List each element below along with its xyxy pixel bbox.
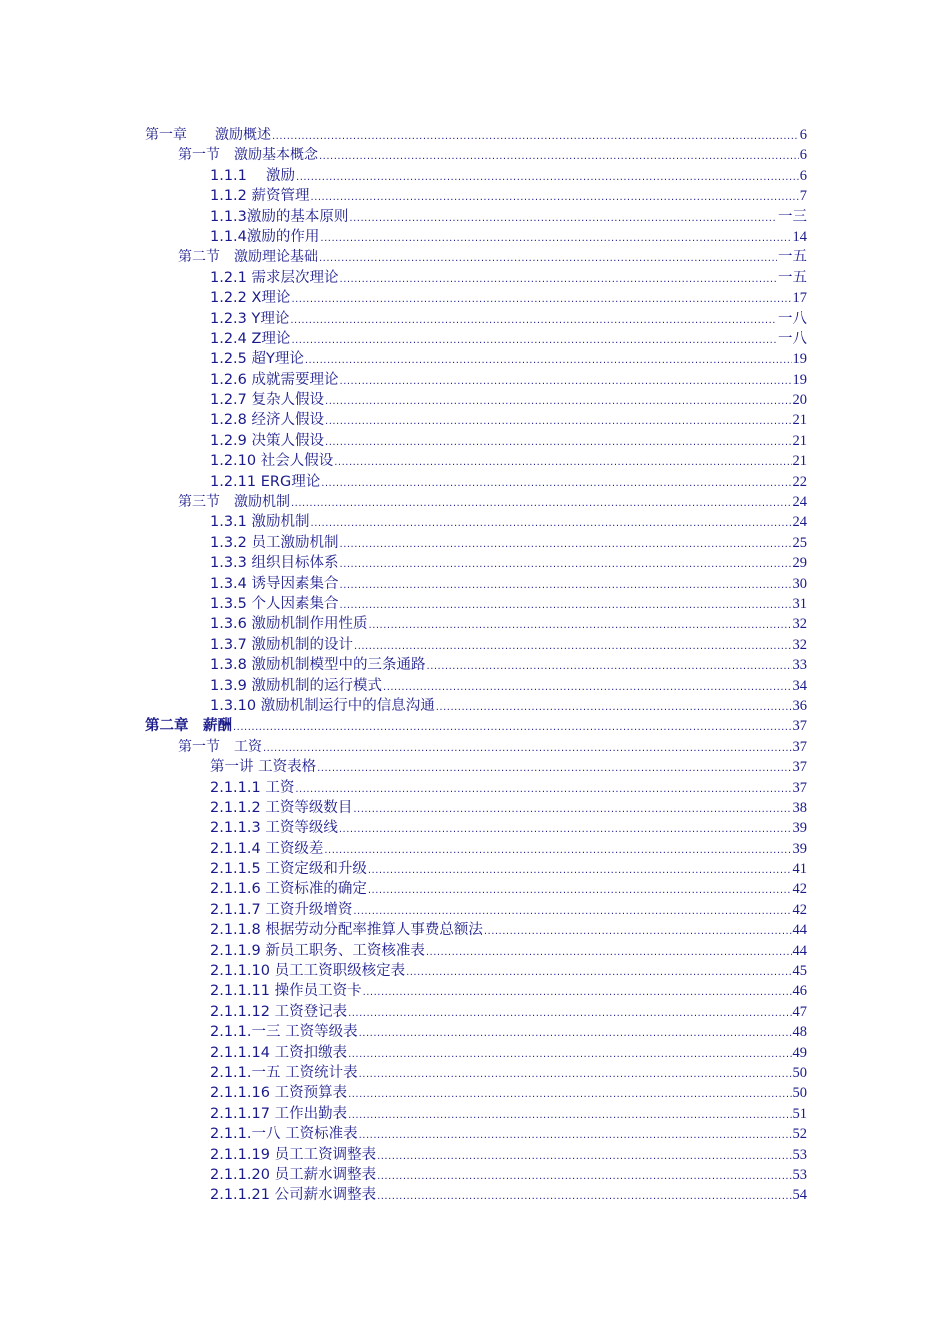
toc-entry-6[interactable] [145, 247, 807, 267]
toc-leader-dots [359, 1065, 792, 1085]
toc-leader-dots [321, 474, 791, 494]
toc-entry-label: 2.1.1.3 工资等级线 [210, 820, 338, 837]
toc-page-number: 42 [792, 901, 807, 918]
toc-entry-label: 2.1.1.11 操作员工资卡 [210, 983, 362, 1000]
toc-entry-label: 第一讲 工资表格 [210, 759, 317, 776]
toc-entry-20[interactable] [145, 533, 807, 553]
toc-entry-label: 1.1.4激励的作用 [210, 228, 320, 245]
toc-leader-dots [368, 861, 792, 881]
toc-entry-51[interactable] [145, 1165, 807, 1185]
toc-entry-24[interactable] [145, 614, 807, 634]
toc-leader-dots [377, 1147, 791, 1167]
toc-entry-label: 1.3.9 激励机制的运行模式 [210, 677, 383, 694]
toc-leader-dots [320, 229, 791, 249]
toc-entry-label: 1.3.8 激励机制模型中的三条通路 [210, 657, 426, 674]
toc-entry-label: 1.2.11 ERG理论 [210, 473, 321, 490]
toc-page-number: 39 [792, 840, 807, 857]
toc-entry-11[interactable] [145, 349, 807, 369]
toc-page-number: 37 [792, 759, 807, 776]
toc-entry-23[interactable] [145, 594, 807, 614]
toc-entry-31[interactable] [145, 757, 807, 777]
toc-page-number: 7 [799, 188, 807, 205]
toc-entry-label: 1.3.5 个人因素集合 [210, 595, 339, 612]
toc-leader-dots [353, 800, 791, 820]
toc-page-number: 33 [792, 657, 807, 674]
toc-entry-label: 第三节 激励机制 [178, 494, 290, 511]
toc-entry-label: 2.1.1.1 工资 [210, 779, 295, 796]
toc-leader-dots [340, 372, 792, 392]
toc-leader-dots [311, 188, 799, 208]
toc-page-number: 25 [792, 534, 807, 551]
toc-entry-26[interactable] [145, 655, 807, 675]
toc-page-number: 50 [792, 1064, 807, 1081]
toc-leader-dots [325, 412, 791, 432]
toc-leader-dots [325, 392, 791, 412]
toc-entry-19[interactable] [145, 512, 807, 532]
toc-entry-33[interactable] [145, 798, 807, 818]
toc-entry-40[interactable] [145, 941, 807, 961]
toc-entry-label: 1.3.1 激励机制 [210, 514, 310, 531]
toc-page-number: 14 [792, 228, 807, 245]
toc-entry-label: 第二节 激励理论基础 [178, 249, 318, 266]
toc-entry-label: 2.1.1.14 工资扣缴表 [210, 1044, 348, 1061]
toc-page-number: 50 [792, 1085, 807, 1102]
toc-leader-dots [290, 311, 777, 331]
toc-entry-label: 1.1.2 薪资管理 [210, 188, 310, 205]
toc-entry-42[interactable] [145, 981, 807, 1001]
toc-leader-dots [311, 514, 792, 534]
toc-page-number: 44 [792, 942, 807, 959]
toc-entry-15[interactable] [145, 431, 807, 451]
toc-entry-27[interactable] [145, 676, 807, 696]
toc-entry-7[interactable] [145, 268, 807, 288]
toc-entry-29[interactable] [145, 716, 807, 736]
toc-leader-dots [354, 637, 791, 657]
toc-leader-dots [349, 209, 777, 229]
toc-entry-label: 1.2.3 Y理论 [210, 310, 290, 327]
toc-entry-2[interactable] [145, 166, 807, 186]
toc-page-number: 21 [792, 432, 807, 449]
toc-entry-label: 2.1.1.一三 工资等级表 [210, 1024, 358, 1041]
toc-page-number: 一八 [778, 330, 807, 347]
toc-entry-50[interactable] [145, 1145, 807, 1165]
toc-entry-label: 第二章 薪酬 [145, 718, 232, 735]
toc-entry-4[interactable] [145, 207, 807, 227]
toc-leader-dots [340, 596, 792, 616]
toc-page-number: 34 [792, 677, 807, 694]
toc-page-number: 21 [792, 453, 807, 470]
toc-entry-label: 1.2.2 X理论 [210, 290, 291, 307]
toc-entry-label: 2.1.1.6 工资标准的确定 [210, 881, 367, 898]
toc-page-number: 46 [792, 983, 807, 1000]
toc-entry-8[interactable] [145, 288, 807, 308]
toc-page-number: 19 [792, 351, 807, 368]
toc-leader-dots [325, 433, 791, 453]
toc-leader-dots [324, 841, 791, 861]
toc-entry-label: 2.1.1.5 工资定级和升级 [210, 861, 367, 878]
toc-page-number: 39 [792, 820, 807, 837]
toc-entry-label: 2.1.1.16 工资预算表 [210, 1085, 348, 1102]
toc-entry-21[interactable] [145, 553, 807, 573]
toc-page-number: 31 [792, 595, 807, 612]
toc-leader-dots [383, 678, 791, 698]
toc-entry-49[interactable] [145, 1124, 807, 1144]
toc-entry-30[interactable] [145, 737, 807, 757]
toc-page-number: 17 [792, 290, 807, 307]
toc-entry-label: 1.2.9 决策人假设 [210, 432, 325, 449]
toc-entry-22[interactable] [145, 574, 807, 594]
toc-leader-dots [484, 922, 792, 942]
toc-entry-label: 2.1.1.一五 工资统计表 [210, 1064, 358, 1081]
toc-leader-dots [377, 1187, 791, 1207]
toc-page-number: 32 [792, 616, 807, 633]
toc-leader-dots [340, 535, 792, 555]
toc-leader-dots [319, 249, 777, 269]
toc-leader-dots [426, 943, 792, 963]
toc-entry-1[interactable] [145, 145, 807, 165]
toc-page-number: 6 [799, 127, 807, 143]
toc-entry-37[interactable] [145, 879, 807, 899]
toc-entry-0[interactable] [145, 125, 807, 145]
toc-entry-17[interactable] [145, 472, 807, 492]
toc-page-number: 41 [792, 861, 807, 878]
toc-page-number: 53 [792, 1146, 807, 1163]
toc-page-number: 20 [792, 392, 807, 409]
toc-leader-dots [296, 168, 799, 188]
toc-leader-dots [348, 1085, 791, 1105]
toc-entry-44[interactable] [145, 1022, 807, 1042]
toc-leader-dots [339, 820, 792, 840]
toc-entry-label: 第一节 激励基本概念 [178, 147, 318, 164]
toc-entry-label: 2.1.1.9 新员工职务、工资核准表 [210, 942, 425, 959]
toc-page-number: 一八 [778, 310, 807, 327]
toc-leader-dots [291, 331, 777, 351]
toc-leader-dots [319, 147, 799, 167]
toc-entry-43[interactable] [145, 1002, 807, 1022]
toc-entry-label: 1.3.3 组织目标体系 [210, 555, 339, 572]
toc-entry-label: 1.2.6 成就需要理论 [210, 371, 339, 388]
toc-entry-45[interactable] [145, 1043, 807, 1063]
toc-leader-dots [406, 963, 791, 983]
toc-entry-12[interactable] [145, 370, 807, 390]
toc-entry-36[interactable] [145, 859, 807, 879]
toc-leader-dots [291, 290, 791, 310]
toc-entry-41[interactable] [145, 961, 807, 981]
toc-leader-dots [291, 494, 792, 514]
toc-entry-9[interactable] [145, 309, 807, 329]
toc-page-number: 22 [792, 473, 807, 490]
toc-leader-dots [348, 1045, 791, 1065]
toc-entry-label: 1.3.6 激励机制作用性质 [210, 616, 368, 633]
toc-entry-5[interactable] [145, 227, 807, 247]
toc-entry-16[interactable] [145, 451, 807, 471]
toc-page-number: 51 [792, 1105, 807, 1122]
toc-leader-dots [359, 1126, 792, 1146]
toc-leader-dots [436, 698, 792, 718]
toc-leader-dots [348, 1106, 791, 1126]
toc-entry-label: 1.3.7 激励机制的设计 [210, 636, 354, 653]
toc-leader-dots [340, 270, 777, 290]
toc-leader-dots [295, 780, 791, 800]
toc-page-number: 38 [792, 799, 807, 816]
toc-entry-label: 第一节 工资 [178, 738, 262, 755]
toc-entry-label: 第一章 激励概述 [145, 127, 271, 143]
toc-entry-label: 1.2.7 复杂人假设 [210, 392, 325, 409]
toc-entry-38[interactable] [145, 900, 807, 920]
toc-entry-label: 2.1.1.一八 工资标准表 [210, 1126, 358, 1143]
toc-leader-dots [317, 759, 791, 779]
toc-leader-dots [427, 657, 792, 677]
toc-entry-label: 2.1.1.12 工资登记表 [210, 1003, 348, 1020]
toc-entry-52[interactable] [145, 1185, 807, 1205]
toc-page-number: 36 [792, 697, 807, 714]
toc-entry-label: 2.1.1.17 工作出勤表 [210, 1105, 348, 1122]
toc-entry-14[interactable] [145, 410, 807, 430]
table-of-contents [145, 125, 807, 1206]
toc-entry-label: 2.1.1.20 员工薪水调整表 [210, 1166, 377, 1183]
toc-leader-dots [368, 881, 792, 901]
toc-entry-46[interactable] [145, 1063, 807, 1083]
toc-entry-47[interactable] [145, 1083, 807, 1103]
toc-page-number: 37 [792, 738, 807, 755]
toc-entry-10[interactable] [145, 329, 807, 349]
toc-page-number: 52 [792, 1126, 807, 1143]
toc-entry-label: 2.1.1.4 工资级差 [210, 840, 324, 857]
toc-page-number: 29 [792, 555, 807, 572]
toc-entry-label: 2.1.1.8 根据劳动分配率推算人事费总额法 [210, 922, 483, 939]
toc-page-number: 21 [792, 412, 807, 429]
toc-page-number: 24 [792, 514, 807, 531]
toc-page-number: 24 [792, 494, 807, 511]
toc-page-number: 37 [792, 779, 807, 796]
toc-page-number: 6 [799, 147, 807, 164]
toc-leader-dots [334, 453, 791, 473]
toc-entry-32[interactable] [145, 778, 807, 798]
toc-entry-label: 1.2.10 社会人假设 [210, 453, 334, 470]
toc-page-number: 44 [792, 922, 807, 939]
toc-entry-label: 2.1.1.19 员工工资调整表 [210, 1146, 377, 1163]
toc-entry-label: 2.1.1.2 工资等级数目 [210, 799, 353, 816]
toc-entry-label: 1.2.4 Z理论 [210, 330, 291, 347]
toc-leader-dots [340, 555, 792, 575]
toc-page-number: 42 [792, 881, 807, 898]
toc-page-number: 一五 [778, 269, 807, 286]
toc-leader-dots [272, 127, 799, 147]
toc-page-number: 6 [799, 167, 807, 184]
toc-entry-label: 1.1.3激励的基本原则 [210, 208, 349, 225]
toc-entry-18[interactable] [145, 492, 807, 512]
toc-entry-label: 2.1.1.10 员工工资职级核定表 [210, 963, 406, 980]
toc-page-number: 54 [792, 1187, 807, 1204]
toc-entry-label: 1.3.2 员工激励机制 [210, 534, 339, 551]
toc-page-number: 53 [792, 1166, 807, 1183]
toc-leader-dots [263, 739, 792, 759]
toc-leader-dots [233, 718, 792, 738]
toc-leader-dots [305, 351, 792, 371]
toc-entry-label: 1.3.4 诱导因素集合 [210, 575, 339, 592]
toc-entry-34[interactable] [145, 818, 807, 838]
toc-entry-label: 2.1.1.21 公司薪水调整表 [210, 1187, 377, 1204]
toc-leader-dots [348, 1004, 791, 1024]
toc-page-number: 19 [792, 371, 807, 388]
toc-leader-dots [363, 983, 792, 1003]
toc-entry-13[interactable] [145, 390, 807, 410]
toc-entry-48[interactable] [145, 1104, 807, 1124]
toc-page-number: 47 [792, 1003, 807, 1020]
toc-entry-35[interactable] [145, 839, 807, 859]
toc-entry-label: 1.2.1 需求层次理论 [210, 269, 339, 286]
toc-entry-3[interactable] [145, 186, 807, 206]
toc-page-number: 一五 [778, 249, 807, 266]
toc-page-number: 45 [792, 963, 807, 980]
toc-leader-dots [353, 902, 791, 922]
toc-page-number: 30 [792, 575, 807, 592]
toc-entry-39[interactable] [145, 920, 807, 940]
toc-entry-label: 1.2.5 超Y理论 [210, 351, 304, 368]
toc-page-number: 32 [792, 636, 807, 653]
toc-entry-label: 1.2.8 经济人假设 [210, 412, 325, 429]
toc-entry-28[interactable] [145, 696, 807, 716]
toc-page-number: 一三 [778, 208, 807, 225]
toc-page-number: 49 [792, 1044, 807, 1061]
toc-leader-dots [340, 576, 792, 596]
toc-entry-label: 2.1.1.7 工资升级增资 [210, 901, 353, 918]
toc-page-number: 37 [792, 718, 807, 735]
toc-entry-label: 1.1.1 激励 [210, 167, 296, 184]
toc-page-number: 48 [792, 1024, 807, 1041]
toc-leader-dots [369, 616, 792, 636]
toc-leader-dots [359, 1024, 792, 1044]
toc-entry-label: 1.3.10 激励机制运行中的信息沟通 [210, 697, 435, 714]
toc-entry-25[interactable] [145, 635, 807, 655]
toc-leader-dots [377, 1167, 791, 1187]
